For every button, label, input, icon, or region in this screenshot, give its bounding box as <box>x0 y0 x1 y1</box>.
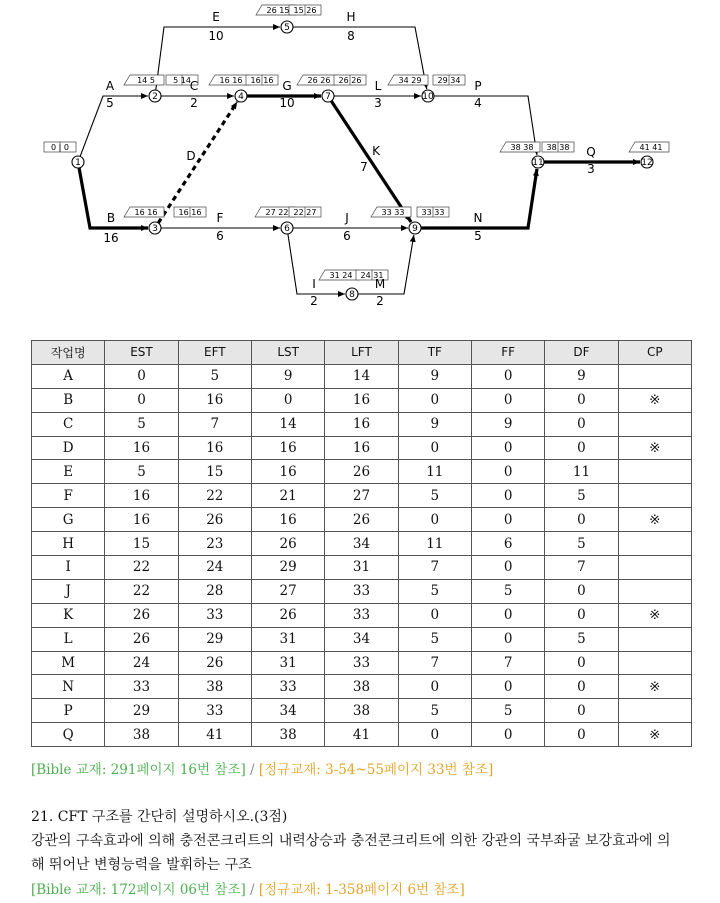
table-cell: 0 <box>471 388 544 412</box>
activity-label-N: N <box>473 211 483 225</box>
table-cell: 11 <box>545 460 618 484</box>
table-cell <box>618 532 691 556</box>
table-cell: 14 <box>325 364 398 388</box>
table-cell: 33 <box>325 603 398 627</box>
table-cell: 7 <box>471 651 544 675</box>
node-number: 2 <box>152 92 158 102</box>
table-row <box>32 460 692 484</box>
table-cell: ※ <box>618 723 691 747</box>
reference-line-2 <box>31 878 465 898</box>
table-cell: 5 <box>545 484 618 508</box>
table-cell: 16 <box>325 388 398 412</box>
table-cell: E <box>32 460 105 484</box>
table-cell: 41 <box>325 723 398 747</box>
duration-label-Q: 3 <box>587 162 595 176</box>
table-cell: 5 <box>398 699 471 723</box>
est-value-8: 24 31 <box>360 271 384 280</box>
table-cell: 0 <box>471 603 544 627</box>
table-row <box>32 651 692 675</box>
table-cell: 41 <box>178 723 251 747</box>
table-cell: 0 <box>398 675 471 699</box>
duration-label-F: 6 <box>216 229 224 243</box>
table-cell: 21 <box>251 484 324 508</box>
activity-label-D: D <box>186 149 196 163</box>
duration-label-P: 4 <box>474 96 482 110</box>
table-cell: 0 <box>398 388 471 412</box>
table-cell: 0 <box>471 484 544 508</box>
node-number: 6 <box>284 224 290 234</box>
arrow-D <box>158 102 237 223</box>
table-cell: 5 <box>471 699 544 723</box>
table-cell: 26 <box>251 532 324 556</box>
arrow-A <box>80 96 148 156</box>
duration-label-I: 2 <box>310 294 318 308</box>
table-cell: 9 <box>398 364 471 388</box>
table-cell: 0 <box>398 723 471 747</box>
est-value-3: 16 16 <box>178 208 202 217</box>
regular-reference: [정규교재: 1-358페이지 6번 참조] <box>258 882 465 898</box>
table-cell: 15 <box>105 532 178 556</box>
table-cell: 38 <box>325 675 398 699</box>
table-cell: H <box>32 532 105 556</box>
table-cell: 9 <box>251 364 324 388</box>
table-cell: 5 <box>398 579 471 603</box>
table-cell: 16 <box>178 388 251 412</box>
node-number: 4 <box>238 92 244 102</box>
duration-label-C: 2 <box>190 96 198 110</box>
answer-line-2: 해 뛰어난 변형능력을 발휘하는 구조 <box>31 857 252 873</box>
table-cell: 9 <box>471 412 544 436</box>
table-cell: 0 <box>545 651 618 675</box>
table-row <box>32 603 692 627</box>
node-number: 3 <box>152 224 158 234</box>
column-header: LFT <box>325 341 398 365</box>
table-cell: 0 <box>545 388 618 412</box>
table-cell: 26 <box>105 627 178 651</box>
table-cell: 26 <box>325 508 398 532</box>
table-cell: 31 <box>251 627 324 651</box>
table-cell: 29 <box>251 556 324 580</box>
table-cell: ※ <box>618 603 691 627</box>
arrow-K <box>331 101 411 222</box>
activity-label-H: H <box>346 10 356 24</box>
table-cell: 0 <box>545 675 618 699</box>
table-cell: 5 <box>105 412 178 436</box>
cpm-schedule-table <box>31 340 692 747</box>
lft-value-12: 41 41 <box>639 143 663 152</box>
est-value-10: 29 34 <box>437 76 461 85</box>
column-header: TF <box>398 341 471 365</box>
table-cell: 26 <box>178 508 251 532</box>
table-cell: 27 <box>251 579 324 603</box>
table-cell: 0 <box>545 603 618 627</box>
table-cell: 16 <box>105 484 178 508</box>
table-cell: 5 <box>398 627 471 651</box>
lft-value-9: 33 33 <box>381 208 405 217</box>
table-cell: 9 <box>398 412 471 436</box>
table-row <box>32 388 692 412</box>
table-row <box>32 579 692 603</box>
table-cell: 0 <box>105 388 178 412</box>
table-cell: 16 <box>105 436 178 460</box>
table-cell: 22 <box>105 579 178 603</box>
table-cell: 23 <box>178 532 251 556</box>
table-cell: 15 <box>178 460 251 484</box>
est-value-2: 5 14 <box>173 76 191 85</box>
table-cell: 31 <box>325 556 398 580</box>
lft-value-8: 31 24 <box>329 271 353 280</box>
duration-label-B: 16 <box>103 231 119 245</box>
est-value-7: 26 26 <box>338 76 362 85</box>
table-row <box>32 484 692 508</box>
table-cell: Q <box>32 723 105 747</box>
table-cell: 5 <box>105 460 178 484</box>
table-cell: 16 <box>251 436 324 460</box>
table-cell: 5 <box>471 579 544 603</box>
table-row <box>32 675 692 699</box>
table-cell: B <box>32 388 105 412</box>
table-cell: 16 <box>105 508 178 532</box>
table-row <box>32 364 692 388</box>
table-cell: 6 <box>471 532 544 556</box>
table-cell: 5 <box>178 364 251 388</box>
table-cell: 24 <box>178 556 251 580</box>
table-cell: 5 <box>398 484 471 508</box>
duration-label-L: 3 <box>374 96 382 110</box>
table-cell <box>618 364 691 388</box>
table-cell: 0 <box>251 388 324 412</box>
est-value-11: 38 38 <box>546 143 570 152</box>
activity-label-F: F <box>216 211 224 225</box>
table-cell: 7 <box>545 556 618 580</box>
duration-label-J: 6 <box>343 229 351 243</box>
table-cell: 33 <box>178 699 251 723</box>
table-row <box>32 412 692 436</box>
duration-label-K: 7 <box>360 160 368 174</box>
lft-value-10: 34 29 <box>398 76 422 85</box>
table-cell: ※ <box>618 508 691 532</box>
table-cell: 33 <box>105 675 178 699</box>
table-cell: 33 <box>325 579 398 603</box>
activity-label-Q: Q <box>586 145 596 159</box>
table-row <box>32 723 692 747</box>
activity-label-C: C <box>189 79 199 93</box>
est-value-9: 33 33 <box>421 208 445 217</box>
table-cell <box>618 699 691 723</box>
arrow-M <box>358 235 414 294</box>
table-cell: 38 <box>251 723 324 747</box>
answer-line-1: 강관의 구속효과에 의해 충전콘크리트의 내력상승과 충전콘크리트에 의한 강관의 국부좌굴 보강효과에 의 <box>31 833 671 849</box>
table-cell: 0 <box>398 603 471 627</box>
table-cell: 9 <box>545 364 618 388</box>
table-row <box>32 436 692 460</box>
table-cell: 0 <box>105 364 178 388</box>
est-value-5: 15 26 <box>293 6 317 15</box>
lft-value-5: 26 15 <box>266 6 290 15</box>
table-cell <box>618 460 691 484</box>
table-cell <box>618 556 691 580</box>
duration-label-G: 10 <box>279 96 295 110</box>
column-header: EST <box>105 341 178 365</box>
table-cell: ※ <box>618 388 691 412</box>
table-cell: 0 <box>545 699 618 723</box>
activity-label-P: P <box>474 79 482 93</box>
table-cell: 38 <box>178 675 251 699</box>
node-number: 9 <box>412 224 418 234</box>
duration-label-E: 10 <box>208 29 224 43</box>
table-cell: 16 <box>251 460 324 484</box>
node-number: 12 <box>641 158 653 168</box>
table-header-row <box>32 341 692 365</box>
column-header: 작업명 <box>32 341 105 365</box>
regular-reference: [정규교재: 3-54~55페이지 33번 참조] <box>258 762 494 778</box>
table-cell: M <box>32 651 105 675</box>
duration-label-N: 5 <box>474 229 482 243</box>
table-cell: 16 <box>325 436 398 460</box>
table-cell: N <box>32 675 105 699</box>
est-value-1: 0 | 0 <box>51 143 69 152</box>
table-cell: J <box>32 579 105 603</box>
question-title: 21. CFT 구조를 간단히 설명하시오.(3점) <box>31 809 288 825</box>
table-cell: 16 <box>325 412 398 436</box>
activity-label-I: I <box>312 277 316 291</box>
table-cell: 0 <box>471 723 544 747</box>
table-cell: 27 <box>325 484 398 508</box>
table-cell: 16 <box>251 508 324 532</box>
reference-separator: / <box>245 882 259 898</box>
activity-label-E: E <box>212 10 220 24</box>
node-number: 7 <box>325 92 331 102</box>
table-cell: 7 <box>178 412 251 436</box>
node-number: 10 <box>422 92 434 102</box>
table-cell: 0 <box>545 723 618 747</box>
node-number: 11 <box>532 158 544 168</box>
table-cell: 0 <box>398 508 471 532</box>
table-cell: 0 <box>471 460 544 484</box>
table-cell: 7 <box>398 651 471 675</box>
table-cell <box>618 412 691 436</box>
duration-label-M: 2 <box>376 294 384 308</box>
est-value-4: 16 16 <box>250 76 274 85</box>
table-cell: G <box>32 508 105 532</box>
table-cell: 14 <box>251 412 324 436</box>
activity-label-K: K <box>372 144 380 158</box>
table-cell: 33 <box>251 675 324 699</box>
node-number: 1 <box>75 158 81 168</box>
table-cell: 22 <box>178 484 251 508</box>
arrow-I <box>288 234 345 294</box>
table-cell: 31 <box>251 651 324 675</box>
activity-label-M: M <box>374 277 386 291</box>
lft-value-3: 16 16 <box>134 208 158 217</box>
table-cell: 38 <box>325 699 398 723</box>
table-cell: 0 <box>545 436 618 460</box>
table-cell: 26 <box>251 603 324 627</box>
table-cell: 0 <box>471 675 544 699</box>
table-cell: F <box>32 484 105 508</box>
table-cell: K <box>32 603 105 627</box>
table-cell: 26 <box>325 460 398 484</box>
lft-value-4: 16 16 <box>219 76 243 85</box>
activity-label-B: B <box>106 211 116 225</box>
table-cell: C <box>32 412 105 436</box>
table-cell: 0 <box>545 508 618 532</box>
table-cell <box>618 627 691 651</box>
table-cell: I <box>32 556 105 580</box>
lft-value-7: 26 26 <box>307 76 331 85</box>
table-cell: P <box>32 699 105 723</box>
table-cell: ※ <box>618 675 691 699</box>
table-cell: 33 <box>325 651 398 675</box>
bible-reference: [Bible 교재: 172페이지 06번 참조] <box>31 882 246 898</box>
table-cell: ※ <box>618 436 691 460</box>
table-cell: 0 <box>545 579 618 603</box>
table-cell: D <box>32 436 105 460</box>
node-number: 5 <box>284 23 290 33</box>
column-header: FF <box>471 341 544 365</box>
table-cell: 11 <box>398 532 471 556</box>
column-header: LST <box>251 341 324 365</box>
table-cell: 34 <box>325 627 398 651</box>
lft-value-11: 38 38 <box>510 143 534 152</box>
activity-network-diagram <box>0 0 720 320</box>
table-cell: 22 <box>105 556 178 580</box>
table-cell: 7 <box>398 556 471 580</box>
node-number: 8 <box>349 290 355 300</box>
table-cell: 0 <box>471 627 544 651</box>
table-cell: 28 <box>178 579 251 603</box>
table-cell: 5 <box>545 627 618 651</box>
est-value-6: 22 27 <box>293 208 317 217</box>
table-cell <box>618 651 691 675</box>
table-row <box>32 556 692 580</box>
reference-line-1 <box>31 758 493 778</box>
table-row <box>32 627 692 651</box>
duration-label-A: 5 <box>106 96 114 110</box>
table-cell <box>618 579 691 603</box>
table-cell: L <box>32 627 105 651</box>
table-cell: 0 <box>398 436 471 460</box>
table-cell: 0 <box>545 412 618 436</box>
table-cell: 11 <box>398 460 471 484</box>
table-cell: 29 <box>178 627 251 651</box>
activity-label-A: A <box>105 79 115 93</box>
table-cell: 5 <box>545 532 618 556</box>
table-cell: 29 <box>105 699 178 723</box>
table-cell: 34 <box>251 699 324 723</box>
table-cell: 24 <box>105 651 178 675</box>
lft-value-2: 14 5 <box>137 76 155 85</box>
table-cell: 33 <box>178 603 251 627</box>
column-header: DF <box>545 341 618 365</box>
table-row <box>32 699 692 723</box>
table-cell: 34 <box>325 532 398 556</box>
table-cell: 0 <box>471 508 544 532</box>
table-cell: 16 <box>178 436 251 460</box>
activity-label-G: G <box>282 79 292 93</box>
column-header: CP <box>618 341 691 365</box>
table-cell: 26 <box>178 651 251 675</box>
column-header: EFT <box>178 341 251 365</box>
table-cell: 26 <box>105 603 178 627</box>
table-cell: 0 <box>471 364 544 388</box>
table-row <box>32 508 692 532</box>
table-cell <box>618 484 691 508</box>
bible-reference: [Bible 교재: 291페이지 16번 참조] <box>31 762 246 778</box>
table-cell: A <box>32 364 105 388</box>
activity-label-L: L <box>374 79 382 93</box>
activity-label-J: J <box>345 211 349 225</box>
table-cell: 0 <box>471 556 544 580</box>
table-cell: 38 <box>105 723 178 747</box>
duration-label-H: 8 <box>347 29 355 43</box>
lft-value-6: 27 22 <box>265 208 289 217</box>
table-cell: 0 <box>471 436 544 460</box>
reference-separator: / <box>245 762 259 778</box>
table-row <box>32 532 692 556</box>
